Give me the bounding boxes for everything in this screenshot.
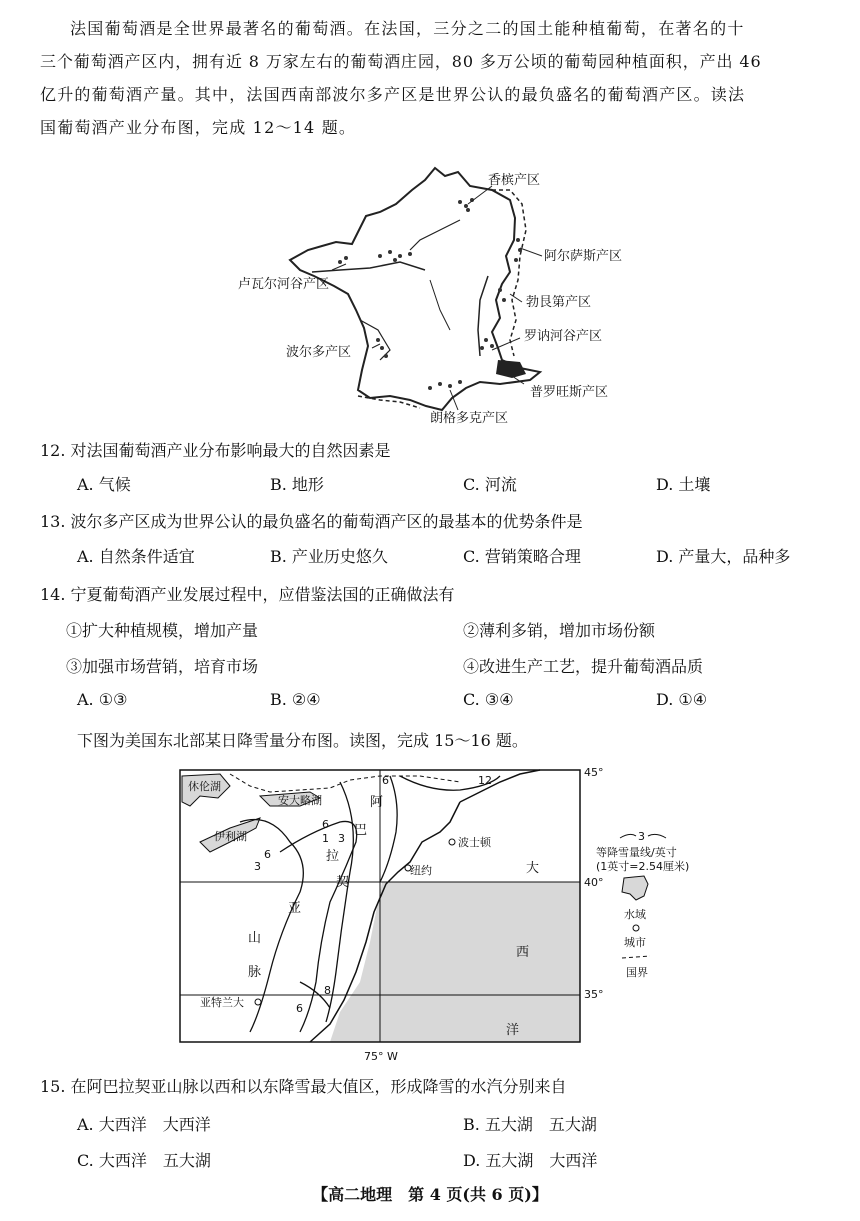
label-loire: 卢瓦尔河谷产区 [238, 277, 330, 292]
q15-option-a: A. 大西洋 大西洋 [77, 1115, 211, 1134]
isoline-3b: 3 [254, 860, 261, 873]
label-ba: 巴 [354, 823, 368, 838]
q15-option-b: B. 五大湖 五大湖 [463, 1115, 597, 1134]
label-burgundy: 勃艮第产区 [526, 295, 592, 310]
snowfall-legend [596, 830, 689, 979]
intro-line-3: 亿升的葡萄酒产量。其中，法国西南部波尔多产区是世界公认的最负盛名的葡萄酒产区。读法 [40, 85, 746, 104]
intro-line-4: 国葡萄酒产业分布图，完成 12～14 题。 [40, 118, 357, 137]
label-bordeaux: 波尔多产区 [286, 345, 352, 360]
isoline-1: 1 [322, 832, 329, 845]
label-xi: 西 [516, 945, 530, 960]
intro-line-2: 三个葡萄酒产区内，拥有近 8 万家左右的葡萄酒庄园，80 多万公顷的葡萄园种植面积，产出 46 [40, 52, 762, 71]
label-la: 拉 [326, 849, 340, 864]
q14-option-b: B. ②④ [270, 690, 321, 709]
label-rhone: 罗讷河谷产区 [524, 329, 603, 344]
label-atlanta: 亚特兰大 [200, 996, 244, 1009]
legend-isoline: 等降雪量线/英寸 [596, 846, 677, 859]
label-lon75: 75° W [364, 1050, 398, 1063]
label-mai: 脉 [248, 965, 262, 980]
provence-region [496, 360, 526, 378]
q13-option-b: B. 产业历史悠久 [270, 547, 388, 566]
isoline-8: 8 [324, 984, 331, 997]
q12-option-c: C. 河流 [463, 475, 517, 494]
label-boston: 波士顿 [458, 836, 491, 849]
label-lat45: 45° [584, 766, 604, 779]
q13-option-a: A. 自然条件适宜 [77, 547, 195, 566]
q14-item-1: ①扩大种植规模，增加产量 [66, 621, 259, 640]
q14-option-c: C. ③④ [463, 690, 514, 709]
page-footer: 【高二地理 第 4 页(共 6 页)】 [312, 1185, 548, 1204]
label-ontario: 安大略湖 [278, 794, 322, 807]
label-yang: 洋 [506, 1023, 520, 1038]
label-da: 大 [526, 861, 540, 876]
q12-option-b: B. 地形 [270, 475, 324, 494]
q15-stem: 15. 在阿巴拉契亚山脉以西和以东降雪最大值区，形成降雪的水汽分别来自 [40, 1077, 567, 1096]
q12-stem: 12. 对法国葡萄酒产业分布影响最大的自然因素是 [40, 441, 391, 460]
q15-option-d: D. 五大湖 大西洋 [463, 1151, 598, 1170]
q14-option-d: D. ①④ [656, 690, 708, 709]
q12-option-a: A. 气候 [77, 475, 131, 494]
isoline-6b: 6 [322, 818, 329, 831]
label-shan: 山 [248, 931, 262, 946]
legend-border: 国界 [626, 966, 648, 979]
label-ya: 亚 [288, 901, 302, 916]
label-erie: 伊利湖 [214, 830, 247, 843]
label-provence: 普罗旺斯产区 [530, 385, 609, 400]
label-qi: 契 [336, 875, 350, 890]
legend-city: 城市 [624, 936, 646, 949]
label-languedoc: 朗格多克产区 [430, 411, 509, 426]
q13-option-c: C. 营销策略合理 [463, 547, 581, 566]
isoline-6c: 6 [264, 848, 271, 861]
q14-item-4: ④改进生产工艺，提升葡萄酒品质 [463, 657, 704, 676]
isoline-3a: 3 [338, 832, 345, 845]
legend-conversion: (1英寸=2.54厘米) [596, 860, 690, 873]
label-champagne: 香槟产区 [488, 173, 541, 188]
label-newyork: 纽约 [410, 864, 432, 877]
isoline-12: 12 [478, 774, 492, 787]
q13-option-d: D. 产量大，品种多 [656, 547, 791, 566]
us-snowfall-map [160, 762, 720, 1072]
q14-item-2: ②薄利多销，增加市场份额 [463, 621, 656, 640]
q14-item-3: ③加强市场营销，培育市场 [66, 657, 259, 676]
legend-water: 水域 [624, 908, 646, 921]
q12-option-d: D. 土壤 [656, 475, 711, 494]
intro-line-1: 法国葡萄酒是全世界最著名的葡萄酒。在法国，三分之二的国土能种植葡萄，在著名的十 [70, 19, 745, 38]
intro2: 下图为美国东北部某日降雪量分布图。读图，完成 15～16 题。 [77, 731, 528, 750]
q15-option-c: C. 大西洋 五大湖 [77, 1151, 211, 1170]
label-alsace: 阿尔萨斯产区 [544, 249, 623, 264]
legend-isoline-number: 3 [638, 830, 645, 843]
q14-stem: 14. 宁夏葡萄酒产业发展过程中，应借鉴法国的正确做法有 [40, 585, 455, 604]
isoline-6d: 6 [296, 1002, 303, 1015]
label-lat40: 40° [584, 876, 604, 889]
isoline-6a: 6 [382, 774, 389, 787]
label-huron: 休伦湖 [188, 780, 221, 793]
label-lat35: 35° [584, 988, 604, 1001]
q14-option-a: A. ①③ [77, 690, 128, 709]
label-a: 阿 [370, 795, 384, 810]
q13-stem: 13. 波尔多产区成为世界公认的最负盛名的葡萄酒产区的最基本的优势条件是 [40, 512, 583, 531]
france-wine-map [230, 160, 650, 430]
